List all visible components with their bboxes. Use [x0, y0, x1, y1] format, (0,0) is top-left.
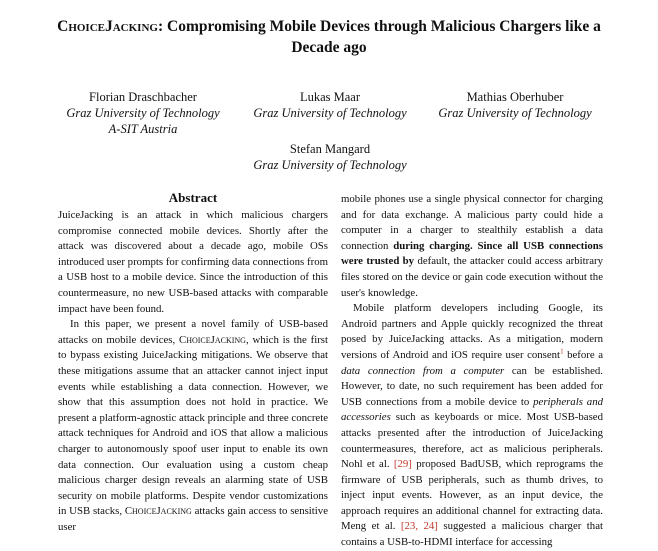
author-name: Florian Draschbacher — [89, 90, 197, 104]
italic-text: data connection from a computer — [341, 364, 505, 377]
author-block — [415, 89, 615, 121]
bold-text: during charging. Since all USB connections were trusted by — [341, 239, 603, 268]
title-rest: : Compromising Mobile Devices through Malicious Chargers like a Decade ago — [157, 18, 601, 56]
text-run: default, the attacker could access arbitrary files stored on the device or gain code execution without the user's knowledge. — [341, 255, 603, 299]
citation-link[interactable]: [29] — [393, 458, 412, 471]
abstract-heading: Abstract — [168, 190, 218, 205]
paper-title — [40, 16, 618, 58]
text-run: mobile phones use a single physical connector for charging and for data exchange. A malicious party could hide a computer in a charger to stealthily establish a data connection — [341, 193, 603, 252]
author-affiliation: Graz University of Technology — [66, 106, 220, 120]
brand-name: ChoiceJacking — [179, 333, 246, 346]
author-block — [235, 89, 425, 121]
title-brand: ChoiceJacking — [57, 18, 158, 35]
author-affiliation: Graz University of Technology — [253, 106, 407, 120]
author-block — [48, 89, 238, 137]
text-run: suggested a malicious charger that contains a USB-to-HDMI interface for accessing — [341, 520, 603, 549]
author-name: Mathias Oberhuber — [466, 90, 564, 104]
author-name: Stefan Mangard — [289, 142, 371, 156]
author-affiliation: Graz University of Technology — [253, 158, 407, 172]
author-name: Lukas Maar — [299, 90, 361, 104]
text-run: such as keyboards or mice. Most USB-based attacks presented after the introduction of JuiceJacking countermeasures, therefore, act as malicious peripherals. Nohl et al. — [341, 411, 603, 471]
text-run: attacks gain access to sensitive user — [58, 505, 328, 533]
text-run: before a — [563, 348, 603, 361]
text-run: Mobile platform developers including Google, its Android partners and Apple quickly recognized the threat posed by JuiceJacking attacks. As a mitigation, modern versions of Android and iOS require user consent — [341, 302, 603, 361]
text-run: , which is the first to bypass existing JuiceJacking mitigations. We observe that these mitigations assume that an attacker cannot inject input events while establishing a data connection. However, we show that this assumption does not hold in practice. We present a platform-agnostic attack principle and three concrete attack techniques for Android and iOS that allow a malicious charger to autonomously spoof user input to enable its own data connection. Our evaluation using a custom cheap malicious charger design reveals an alarming state of USB security on mobile platforms. Despite vendor customizations in USB stacks, — [58, 333, 328, 518]
author-affiliation-secondary: A-SIT Austria — [108, 122, 178, 136]
abstract-paragraph-2 — [58, 317, 328, 535]
footnote-marker[interactable]: 1 — [560, 347, 564, 356]
author-block — [235, 141, 425, 173]
italic-text: peripherals and accessories — [341, 395, 603, 424]
author-affiliation: Graz University of Technology — [438, 106, 592, 120]
left-column — [58, 208, 328, 535]
abstract-paragraph-1: JuiceJacking is an attack in which malicious chargers compromise connected mobile devices. Shortly after the attack was discovered about a decade ago, mobile OSs introduced user prompts for confirming data connections from a USB host to a mobile device. Since the introduction of this countermeasure, no new USB-based attacks with comparable impact have been found. — [58, 209, 328, 315]
intro-paragraph-2 — [341, 301, 603, 551]
brand-name: ChoiceJacking — [124, 505, 192, 518]
citation-link[interactable]: [23, 24] — [400, 520, 438, 533]
intro-paragraph-1 — [341, 192, 603, 301]
text-run: can be established. However, to date, no such requirement has been added for USB connections from a mobile device to — [341, 364, 603, 408]
text-run: In this paper, we present a novel family of USB-based attacks on mobile devices, — [58, 318, 328, 346]
right-column — [341, 192, 603, 551]
text-run: proposed BadUSB, which reprograms the firmware of USB peripherals, such as thumb drives, to inject input events. However, as an input device, the approach requires an additional channel for extracting data. Meng et al. — [341, 458, 603, 533]
